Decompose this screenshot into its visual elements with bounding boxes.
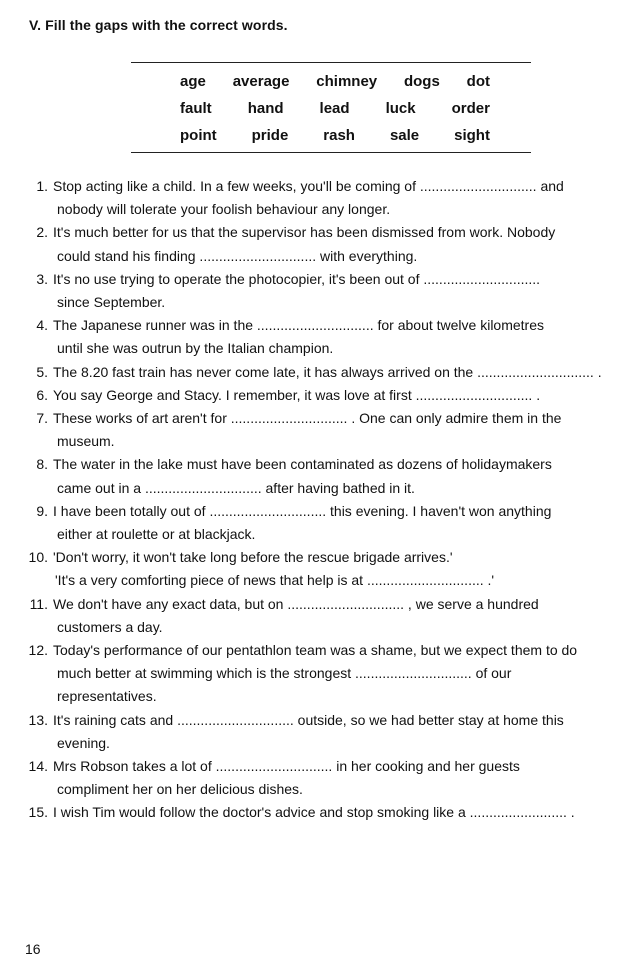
item-text-continuation: could stand his finding .............................. with everything. — [57, 247, 418, 264]
word-option: average — [232, 73, 290, 90]
item-text-continuation: came out in a .............................. after having bathed in it. — [57, 479, 415, 496]
word-box-row — [180, 122, 490, 149]
item-number: 1. — [36, 178, 48, 194]
word-box — [180, 68, 490, 149]
item-text-continuation: museum. — [57, 433, 115, 450]
item-number: 3. — [36, 270, 48, 287]
word-option: hand — [247, 100, 284, 117]
exercise-item — [20, 453, 620, 499]
word-box-bottom-rule — [131, 152, 531, 153]
exercise-item — [20, 361, 620, 384]
exercise-heading: V. Fill the gaps with the correct words. — [29, 17, 288, 33]
item-text: You say George and Stacy. I remember, it was love at first .............................. . — [53, 386, 541, 403]
item-text: It's much better for us that the supervisor has been dismissed from work. Nobody — [53, 224, 556, 241]
exercise-item — [20, 268, 620, 314]
word-box-row — [180, 68, 490, 95]
exercise-items — [20, 175, 620, 825]
item-text-continuation: representatives. — [57, 688, 157, 705]
word-option: rash — [323, 127, 355, 144]
item-text-continuation: 'It's a very comforting piece of news that help is at .............................. .' — [55, 572, 495, 589]
word-option: order — [451, 100, 490, 117]
item-text: Mrs Robson takes a lot of .............................. in her cooking and her guests — [53, 758, 520, 775]
page-number: 16 — [25, 941, 41, 957]
item-text: The water in the lake must have been contaminated as dozens of holidaymakers — [53, 456, 552, 473]
word-option: point — [180, 127, 217, 144]
exercise-item — [20, 593, 620, 639]
item-number: 7. — [36, 410, 48, 427]
item-text-continuation: nobody will tolerate your foolish behaviour any longer. — [57, 201, 391, 218]
word-box-row — [180, 95, 490, 122]
item-number: 13. — [28, 711, 48, 728]
word-option: sale — [389, 127, 420, 144]
exercise-item — [20, 546, 620, 592]
item-text: It's no use trying to operate the photocopier, it's been out of .............................. — [53, 270, 541, 287]
item-text: The Japanese runner was in the .............................. for about twelve kilometres — [53, 317, 544, 334]
exercise-item — [20, 384, 620, 407]
exercise-item — [20, 175, 620, 221]
item-number: 10. — [28, 549, 48, 566]
item-text-continuation: either at roulette or at blackjack. — [57, 526, 256, 543]
word-option: chimney — [316, 73, 378, 90]
word-box-top-rule — [131, 62, 531, 63]
item-text-continuation: since September. — [57, 294, 166, 311]
item-number: 6. — [36, 386, 48, 403]
word-option: dot — [466, 73, 490, 90]
item-number: 4. — [36, 317, 48, 334]
exercise-item — [20, 639, 620, 709]
item-text: I wish Tim would follow the doctor's advice and stop smoking like a ......................... . — [53, 804, 575, 821]
item-number: 5. — [36, 363, 48, 380]
item-number: 14. — [28, 758, 48, 775]
item-number: 2. — [36, 224, 48, 241]
exercise-item — [20, 314, 620, 360]
exercise-item — [20, 709, 620, 755]
item-text-continuation: customers a day. — [57, 618, 163, 635]
item-number: 11. — [29, 595, 48, 612]
exercise-item — [20, 500, 620, 546]
item-number: 9. — [36, 502, 48, 519]
item-text: I have been totally out of .............................. this evening. I haven't won anything — [53, 502, 552, 519]
exercise-item — [20, 221, 620, 267]
item-text-continuation: much better at swimming which is the strongest .............................. of our — [57, 665, 512, 682]
item-text-continuation: evening. — [57, 734, 110, 751]
item-number: 12. — [28, 642, 48, 659]
item-text: The 8.20 fast train has never come late, it has always arrived on the .............................. . — [53, 363, 602, 380]
item-text: Stop acting like a child. In a few weeks, you'll be coming of .............................. and — [53, 178, 564, 194]
word-option: pride — [251, 127, 289, 144]
item-text-continuation: until she was outrun by the Italian champion. — [57, 340, 334, 357]
item-text: It's raining cats and .............................. outside, so we had better stay at home this — [53, 711, 564, 728]
word-option: sight — [454, 127, 490, 144]
word-option: fault — [180, 100, 212, 117]
word-option: lead — [319, 100, 350, 117]
exercise-item — [20, 801, 620, 824]
exercise-item — [20, 407, 620, 453]
word-option: luck — [385, 100, 416, 117]
item-text: We don't have any exact data, but on .............................. , we serve a hundred — [53, 595, 539, 612]
item-text: Today's performance of our pentathlon team was a shame, but we expect them to do — [53, 642, 578, 659]
item-text: 'Don't worry, it won't take long before the rescue brigade arrives.' — [53, 549, 453, 566]
item-number: 15. — [28, 804, 48, 821]
exercise-item — [20, 755, 620, 801]
word-option: age — [180, 73, 206, 90]
item-text-continuation: compliment her on her delicious dishes. — [57, 781, 303, 798]
word-option: dogs — [403, 73, 440, 90]
item-text: These works of art aren't for .............................. . One can only admire them in the — [53, 410, 562, 427]
item-number: 8. — [36, 456, 48, 473]
